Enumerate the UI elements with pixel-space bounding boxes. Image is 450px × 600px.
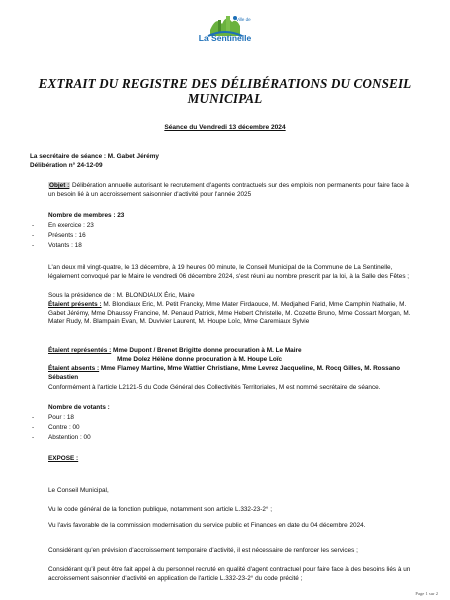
document-page: Ville de La Sentinelle EXTRAIT DU REGISTRE DES DÉLIBÉRATIONS DU CONSEIL MUNICIPAL Séance du Vendredi 13 décembre 2024 La secrétaire de séance : M. Gabet Jérémy Délibération n° 24-12-09 Objet : Délibération annuelle autorisant le recrutement d'agents contractuels sur des emplois non permanents pour faire face à un besoin lié à un accroissement saisonnier d'activité pour l'année 2025 Nombre de membres : 23 - En exercice : 23 - Présents : 16 - Votants : 18 L'an deux mil vingt-quatre, le 13 décembre, à 19 heures 00 minute, le Conseil Municipal de la Commune de La Sentinelle, légalement convoqué par le Maire le vendredi 06 décembre 2024, s'est réuni au nombre prescrit par la loi, à la Salle des Fêtes ; Sous la présidence de : M. BLONDIAUX Éric, Maire Étaient présents : M. Blondiaux Eric, M. Petit Francky, Mme Mater Firdaouce, M. Medjahed Farid, Mme Camphin Nathalie, M. Gabet Jérémy, Mme Dhaussy Francine, M. Penaud Patrick, Mme Hebert Christelle, M. Cozette Bruno, Mme Cossart Morgan, M. Mater Rudy, M. Blampain Evan, M. Duvivier Laurent, M. Houpe Loïc, Mme Caremiaux Sylvie Étaient représentés : Mme Dupont / Brenet Brigitte donne procuration à M. Le Maire Mme Dolez Hélène donne procuration à M. Houpe Loïc Étaient absents : Mme Flamey Martine, Mme Wattier Christiane, Mme Levrez Jacqueline, M. Rocq Gilles, M. Rossano Sébastien Conformément à l'article L2121-5 du Code Général des Collectivités Territoriales, M est nommé secrétaire de séance. Nombre de votants : - Pour : 18 - Contre : 00 - Abstention : 00 EXPOSE : Le Conseil Municipal, Vu le code général de la fonction publique, notamment son article L.332-23-2° ; Vu l'avis favorable de la commission modernisation du service public et Finances en date du 04 décembre 2024. Considérant qu'en prévision d'accroissement temporaire d'activité, il est nécessaire de renforcer les services ; Considérant qu'il peut être fait appel à du personnel recruté en qualité d'agent contractuel pour faire face à des besoins liés à un accroissement saisonnier d'activité en application de l'article L.332-23-2° du code précité ; Page 1 sur 2 (0, 0, 450, 600)
le-conseil: Le Conseil Municipal, (48, 487, 109, 494)
represents-text: Mme Dupont / Brenet Brigitte donne procuration à M. Le Maire (111, 347, 302, 354)
membres-votants: Votants : 18 (48, 242, 82, 249)
absents-text: Mme Flamey Martine, Mme Wattier Christiane, Mme Levrez Jacqueline, M. Rocq Gilles, M. Rossano Sébastien (48, 365, 401, 381)
seance-date: Séance du Vendredi 13 décembre 2024 (164, 124, 286, 131)
membres-presents: Présents : 16 (48, 232, 86, 239)
objet-text: Délibération annuelle autorisant le recrutement d'agents contractuels sur des emplois non permanents pour faire face à un besoin lié à un accroissement saisonnier d'activité pour l'année 2025 (48, 182, 409, 198)
presents-label: Étaient présents : (48, 301, 102, 308)
nombre-votants: Nombre de votants : (48, 404, 110, 411)
absents-label: Étaient absents : (48, 365, 100, 372)
vote-abstention: Abstention : 00 (48, 434, 91, 441)
deliberation-number: Délibération n° 24-12-09 (30, 162, 103, 169)
represents-label: Étaient représentés : (48, 347, 112, 354)
expose-heading: EXPOSE : (48, 455, 79, 462)
considerant-1: Considérant qu'en prévision d'accroissement temporaire d'activité, il est nécessaire de renforcer les services ; (48, 547, 358, 554)
document-title: EXTRAIT DU REGISTRE DES DÉLIBÉRATIONS DU CONSEIL MUNICIPAL (38, 76, 412, 106)
vote-pour: Pour : 18 (48, 414, 74, 421)
objet-label: Objet : (49, 182, 70, 189)
intro-paragraph: L'an deux mil vingt-quatre, le 13 décembre, à 19 heures 00 minute, le Conseil Municipal de la Commune de La Sentinelle, légalement convoqué par le Maire le vendredi 06 décembre 2024, s'est réuni au nombre prescrit par la loi, à la Salle des Fêtes ; (48, 264, 410, 280)
absents-block (48, 365, 420, 382)
membres-en-exercice: En exercice : 23 (48, 222, 94, 229)
town-logo-icon (188, 6, 262, 50)
vu-2: Vu l'avis favorable de la commission modernisation du service public et Finances en date du 04 décembre 2024. (48, 522, 366, 529)
presents-block (48, 301, 420, 327)
presents-text: M. Blondiaux Eric, M. Petit Francky, Mme Mater Firdaouce, M. Medjahed Farid, Mme Camphin Nathalie, M. Gabet Jérémy, Mme Dhaussy Francine, M. Penaud Patrick, Mme Hebert Christelle, M. Cozette Bruno, Mme Cossart Morgan, M. Mater Rudy, M. Blampain Evan, M. Duvivier Laurent, M. Houpe Loïc, Mme Caremiaux Sylvie (48, 301, 411, 326)
represents-text-2: Mme Dolez Hélène donne procuration à M. Houpe Loïc (117, 356, 283, 363)
logo-small-text: Ville de (236, 17, 251, 22)
page-footer: Page 1 sur 2 (415, 591, 438, 596)
objet-block (48, 182, 416, 199)
vu-1: Vu le code général de la fonction publique, notamment son article L.332-23-2° ; (48, 506, 273, 513)
nombre-membres: Nombre de membres : 23 (48, 212, 125, 219)
logo-name: La Sentinelle (198, 33, 252, 43)
considerant-2: Considérant qu'il peut être fait appel à du personnel recruté en qualité d'agent contractuel pour faire face à des besoins liés à un accroissement saisonnier d'activité en application de l'article L.332-23-2° du code précité ; (48, 566, 411, 582)
vote-contre: Contre : 00 (48, 424, 80, 431)
conformement-paragraph: Conformément à l'article L2121-5 du Code Général des Collectivités Territoriales, M est nommé secrétaire de séance. (48, 384, 381, 391)
secretaire-line: La secrétaire de séance : M. Gabet Jérémy (30, 153, 159, 160)
represents-block (48, 347, 420, 356)
presidence-line: Sous la présidence de : M. BLONDIAUX Éric, Maire (48, 292, 195, 299)
